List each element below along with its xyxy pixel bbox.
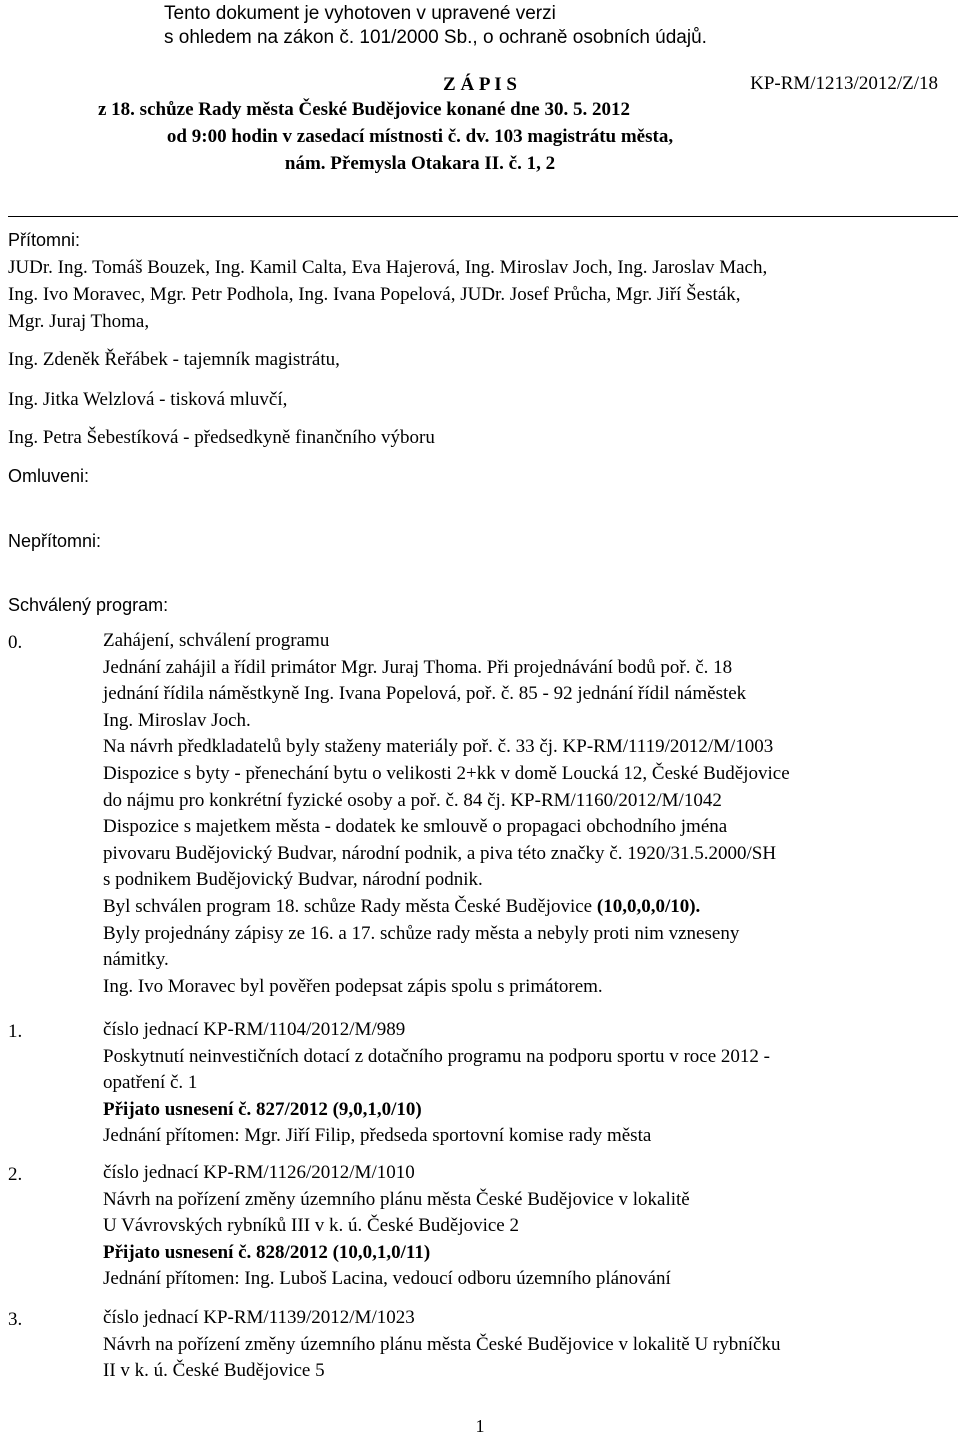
item-3-title: Návrh na pořízení změny územního plánu města České Budějovice v lokalitě U rybníčku bbox=[103, 1333, 781, 1355]
item-1-resolution-text: Přijato usnesení č. 827/2012 (9,0,1,0/10) bbox=[103, 1098, 422, 1120]
item-0-approval bbox=[103, 894, 953, 921]
document-subtitle-3: nám. Přemysla Otakara II. č. 1, 2 bbox=[284, 153, 556, 174]
guest-1: Ing. Zdeněk Řeřábek - tajemník magistrátu, bbox=[8, 349, 340, 370]
item-1-attendee: Jednání přítomen: Mgr. Jiří Filip, předseda sportovní komise rady města bbox=[103, 1125, 652, 1147]
item-2-ref: číslo jednací KP-RM/1126/2012/M/1010 bbox=[103, 1162, 415, 1183]
item-0-vote: (10,0,0,0/10). bbox=[596, 895, 701, 917]
item-0-line: Zahájení, schválení programu bbox=[103, 630, 330, 651]
item-2-resolution bbox=[103, 1240, 953, 1267]
item-3-ref: číslo jednací KP-RM/1139/2012/M/1023 bbox=[103, 1307, 415, 1328]
item-1-resolution bbox=[103, 1097, 953, 1124]
privacy-notice-line1: Tento dokument je vyhotoven v upravené verzi bbox=[164, 3, 556, 24]
page-number: 1 bbox=[475, 1416, 485, 1436]
item-2-attendee: Jednání přítomen: Ing. Luboš Lacina, vedoucí odboru územního plánování bbox=[103, 1268, 671, 1290]
item-1-title: Poskytnutí neinvestičních dotací z dotačního programu na podporu sportu v roce 2012 - bbox=[103, 1045, 770, 1067]
item-0-line: Na návrh předkladatelů byly staženy materiály poř. č. 33 čj. KP-RM/1119/2012/M/1003 bbox=[103, 736, 774, 758]
item-0-line: Byly projednány zápisy ze 16. a 17. schůze rady města a nebyly proti nim vzneseny bbox=[103, 922, 740, 944]
item-0-approval-text: Byl schválen program 18. schůze Rady města České Budějovice bbox=[103, 895, 593, 917]
reference-code: KP-RM/1213/2012/Z/18 bbox=[750, 73, 938, 94]
item-1-ref: číslo jednací KP-RM/1104/2012/M/989 bbox=[103, 1019, 406, 1040]
present-label: Přítomni: bbox=[8, 230, 81, 250]
item-2-title: U Vávrovských rybníků III v k. ú. České Budějovice 2 bbox=[103, 1215, 519, 1237]
document-title: Z Á P I S bbox=[443, 74, 517, 95]
item-2-number: 2. bbox=[8, 1164, 23, 1185]
item-1-number: 1. bbox=[8, 1021, 23, 1042]
item-0-line: Dispozice s majetkem města - dodatek ke smlouvě o propagaci obchodního jména bbox=[103, 816, 728, 838]
present-line-1: JUDr. Ing. Tomáš Bouzek, Ing. Kamil Calta, Eva Hajerová, Ing. Miroslav Joch, Ing. Jaroslav Mach, bbox=[8, 257, 768, 278]
item-1-body bbox=[103, 1017, 953, 1150]
item-2-title: Návrh na pořízení změny územního plánu města České Budějovice v lokalitě bbox=[103, 1188, 690, 1210]
guest-2: Ing. Jitka Welzlová - tisková mluvčí, bbox=[8, 389, 288, 410]
present-line-2: Ing. Ivo Moravec, Mgr. Petr Podhola, Ing. Ivana Popelová, JUDr. Josef Průcha, Mgr. Jiří Šesták, bbox=[8, 284, 741, 305]
item-0-line: s podnikem Budějovický Budvar, národní podnik. bbox=[103, 869, 483, 891]
item-3-body bbox=[103, 1305, 953, 1385]
item-0-line: námitky. bbox=[103, 949, 169, 971]
document-subtitle-2: od 9:00 hodin v zasedací místnosti č. dv. 103 magistrátu města, bbox=[166, 126, 674, 147]
privacy-notice-line2: s ohledem na zákon č. 101/2000 Sb., o ochraně osobních údajů. bbox=[164, 27, 707, 48]
item-2-body bbox=[103, 1160, 953, 1293]
privacy-notice bbox=[164, 2, 707, 50]
item-0-line: pivovaru Budějovický Budvar, národní podnik, a piva této značky č. 1920/31.5.2000/SH bbox=[103, 842, 777, 864]
item-2-resolution-text: Přijato usnesení č. 828/2012 (10,0,1,0/11) bbox=[103, 1241, 431, 1263]
absent-label: Nepřítomni: bbox=[8, 531, 102, 551]
item-0-body bbox=[103, 628, 953, 1000]
excused-label: Omluveni: bbox=[8, 466, 90, 486]
guest-3: Ing. Petra Šebestíková - předsedkyně finančního výboru bbox=[8, 427, 435, 448]
item-3-title: II v k. ú. České Budějovice 5 bbox=[103, 1360, 325, 1382]
item-0-line: Dispozice s byty - přenechání bytu o velikosti 2+kk v domě Loucká 12, České Budějovice bbox=[103, 762, 790, 784]
item-1-title: opatření č. 1 bbox=[103, 1072, 198, 1094]
item-3-number: 3. bbox=[8, 1309, 23, 1330]
item-0-line: Jednání zahájil a řídil primátor Mgr. Juraj Thoma. Při projednávání bodů poř. č. 18 bbox=[103, 656, 733, 678]
item-0-line: do nájmu pro konkrétní fyzické osoby a poř. č. 84 čj. KP-RM/1160/2012/M/1042 bbox=[103, 789, 722, 811]
program-label: Schválený program: bbox=[8, 595, 169, 615]
document-subtitle-1: z 18. schůze Rady města České Budějovice konané dne 30. 5. 2012 bbox=[98, 99, 630, 120]
item-0-line: Ing. Miroslav Joch. bbox=[103, 709, 251, 731]
item-0-number: 0. bbox=[8, 632, 23, 653]
header-divider bbox=[8, 216, 958, 217]
item-0-line: jednání řídila náměstkyně Ing. Ivana Popelová, poř. č. 85 - 92 jednání řídil náměstek bbox=[103, 683, 747, 705]
item-0-line: Ing. Ivo Moravec byl pověřen podepsat zápis spolu s primátorem. bbox=[103, 975, 603, 997]
present-line-3: Mgr. Juraj Thoma, bbox=[8, 311, 150, 332]
